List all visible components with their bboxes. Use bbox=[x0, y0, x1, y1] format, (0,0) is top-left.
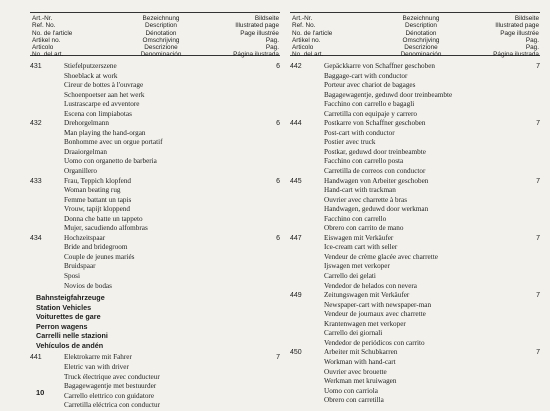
header-line: Artikel no. bbox=[32, 36, 61, 44]
illustrated-page-number: 7 bbox=[276, 354, 280, 362]
header-line: Artikel no. bbox=[292, 36, 321, 44]
article-number: 447 bbox=[290, 234, 302, 242]
article-number: 442 bbox=[290, 63, 302, 70]
description-line: Cireur de bottes à l'ouvrage bbox=[64, 81, 144, 90]
description-line: Bruidspaar bbox=[64, 262, 96, 271]
description-line: Workman with hand-cart bbox=[324, 357, 396, 366]
illustrated-page-number: 7 bbox=[536, 349, 540, 357]
illustrated-page-number: 7 bbox=[536, 63, 540, 70]
description-line: Woman beating rug bbox=[64, 186, 121, 195]
right-entries bbox=[290, 56, 540, 406]
description-line: Escena con limpiabotas bbox=[64, 109, 132, 118]
entry-descriptions bbox=[324, 291, 526, 348]
left-table-header bbox=[30, 12, 280, 59]
header-line: No. de l'article bbox=[292, 29, 333, 37]
description-line: Postier avec truck bbox=[324, 138, 376, 147]
description-line: Obrero con carretilla bbox=[324, 396, 384, 405]
catalog-entry bbox=[290, 62, 540, 119]
header-line: Descrizione bbox=[404, 44, 438, 52]
header-line: No. de l'article bbox=[32, 29, 73, 37]
header-line: Art.-Nr. bbox=[292, 15, 313, 22]
description-line: Elektrokarre mit Fahrer bbox=[64, 353, 132, 362]
header-line: Denominación bbox=[140, 51, 182, 59]
entry-descriptions bbox=[64, 177, 266, 234]
description-line: Vendeur de journaux avec charrette bbox=[324, 310, 426, 319]
description-line: Couple de jeunes mariés bbox=[64, 252, 135, 261]
header-line: Page illustrée bbox=[500, 29, 539, 37]
description-line: Eletric van with driver bbox=[64, 362, 129, 371]
description-line: Gepäckkarre von Schaffner geschoben bbox=[324, 62, 436, 70]
entry-descriptions bbox=[64, 119, 266, 176]
description-line: Carrello elettrico con guidatore bbox=[64, 391, 155, 400]
description-line: Uomo con organetto de barberia bbox=[64, 157, 157, 166]
description-line: Ijswagen met verkoper bbox=[324, 262, 390, 271]
catalog-entry bbox=[290, 119, 540, 176]
article-number: 444 bbox=[290, 120, 302, 128]
description-line: Vendedor de helados con nevera bbox=[324, 281, 417, 290]
description-line: Mujer, sacudiendo alfombras bbox=[64, 224, 148, 233]
description-line: Uomo con carriola bbox=[324, 386, 378, 395]
right-table-header bbox=[290, 12, 540, 59]
entry-descriptions bbox=[64, 234, 266, 291]
description-line: Postkarre von Schaffner geschoben bbox=[324, 119, 426, 128]
header-line: Description bbox=[405, 22, 437, 30]
header-line: No. del art. bbox=[292, 51, 324, 59]
header-line: Omschrijving bbox=[402, 36, 440, 44]
header-line: Bildseite bbox=[254, 15, 279, 22]
page-number: 10 bbox=[36, 388, 45, 397]
header-line: Descrizione bbox=[144, 44, 178, 52]
entry-descriptions bbox=[324, 234, 526, 291]
description-line: Stiefelputzerszene bbox=[64, 62, 117, 70]
description-line: Bride and bridegroom bbox=[64, 243, 128, 252]
article-number: 441 bbox=[30, 354, 42, 362]
description-line: Postkar, geduwd door treinbeambte bbox=[324, 147, 426, 156]
description-line: Bagagewagentje, geduwd door treinbeambte bbox=[324, 90, 453, 99]
description-line: Lustrascarpe ed avventore bbox=[64, 100, 140, 109]
entry-descriptions bbox=[64, 62, 266, 119]
description-line: Bagagewagentje met bestuurder bbox=[64, 382, 157, 391]
header-line: Description bbox=[145, 22, 177, 30]
description-line: Eiswagen mit Verkäufer bbox=[324, 233, 394, 242]
article-number: 431 bbox=[30, 63, 42, 70]
description-line: Facchino con carrello e bagagli bbox=[324, 100, 415, 109]
header-description bbox=[362, 15, 480, 59]
description-line: Carretilla de correos con conductor bbox=[324, 167, 426, 176]
description-line: Facchino con carrello posta bbox=[324, 157, 404, 166]
header-article-number bbox=[30, 15, 102, 59]
header-line: Illustrated page bbox=[235, 22, 279, 30]
description-line: Hand-cart with trackman bbox=[324, 186, 396, 195]
header-line: Denominación bbox=[400, 51, 442, 59]
description-line: Arbeiter mit Schubkarren bbox=[324, 348, 398, 357]
catalog-entry bbox=[30, 234, 280, 291]
description-line: Donna che batte un tappeto bbox=[64, 214, 143, 223]
two-column-layout bbox=[30, 12, 540, 411]
header-illustrated-page bbox=[220, 15, 280, 59]
description-line: Shoeblack at work bbox=[64, 71, 118, 80]
header-line: Omschrijving bbox=[142, 36, 180, 44]
header-line: No. del art. bbox=[32, 51, 64, 59]
header-line: Dénotation bbox=[405, 29, 437, 37]
catalog-entry bbox=[30, 177, 280, 234]
catalog-entry bbox=[290, 234, 540, 291]
section-heading-line: Carrelli nelle stazioni bbox=[36, 331, 108, 341]
description-line: Porteur avec chariot de bagages bbox=[324, 81, 416, 90]
header-line: Página ilustrada bbox=[233, 51, 279, 59]
article-number: 445 bbox=[290, 177, 302, 185]
section-heading-line: Voiturettes de gare bbox=[36, 312, 101, 322]
illustrated-page-number: 7 bbox=[536, 120, 540, 128]
description-line: Novios de bodas bbox=[64, 281, 112, 290]
description-line: Handwagen von Arbeiter geschoben bbox=[324, 176, 429, 185]
catalog-entry bbox=[290, 348, 540, 405]
description-line: Carrello dei giornali bbox=[324, 329, 383, 338]
description-line: Carretilla eléctrica con conductur bbox=[64, 401, 160, 410]
header-line: Illustrated page bbox=[495, 22, 539, 30]
entry-descriptions bbox=[324, 348, 526, 405]
header-line: Pag. bbox=[525, 44, 539, 52]
header-line: Bezeichnung bbox=[142, 15, 180, 22]
article-number: 450 bbox=[290, 349, 302, 357]
right-column bbox=[290, 12, 540, 411]
description-line: Werkman met kruiwagen bbox=[324, 377, 397, 386]
article-number: 434 bbox=[30, 234, 42, 242]
article-number: 432 bbox=[30, 120, 42, 128]
description-line: Post-cart with conductor bbox=[324, 128, 395, 137]
description-line: Drehorgelmann bbox=[64, 119, 109, 128]
description-line: Hochzeitspaar bbox=[64, 233, 106, 242]
header-illustrated-page bbox=[480, 15, 540, 59]
description-line: Krantenwagen met verkoper bbox=[324, 319, 406, 328]
description-line: Vendedor de periódicos con carrito bbox=[324, 338, 425, 347]
entry-descriptions bbox=[64, 353, 266, 410]
description-line: Carrello dei gelati bbox=[324, 272, 376, 281]
header-line: Pag. bbox=[265, 44, 279, 52]
description-line: Handwagen, geduwd door werkman bbox=[324, 205, 429, 214]
article-number: 433 bbox=[30, 177, 42, 185]
description-line: Vendeur de crème glacée avec charrette bbox=[324, 252, 438, 261]
description-line: Newspaper-cart with newspaper-man bbox=[324, 300, 432, 309]
description-line: Ouvrier avec brouette bbox=[324, 367, 387, 376]
description-line: Femme battant un tapis bbox=[64, 195, 132, 204]
description-line: Ouvrier avec charrette à bras bbox=[324, 195, 408, 204]
header-description bbox=[102, 15, 220, 59]
description-line: Facchino con carrello bbox=[324, 214, 387, 223]
header-line: Bildseite bbox=[514, 15, 539, 22]
description-line: Schoenpoetser aan het werk bbox=[64, 90, 145, 99]
illustrated-page-number: 7 bbox=[536, 177, 540, 185]
description-line: Man playing the hand-organ bbox=[64, 128, 146, 137]
header-line: Articolo bbox=[292, 44, 314, 52]
section-heading-line: Station Vehicles bbox=[36, 302, 92, 312]
header-article-number bbox=[290, 15, 362, 59]
description-line: Organillero bbox=[64, 167, 97, 176]
section-heading-station-vehicles bbox=[36, 293, 280, 350]
description-line: Obrero con carrito de mano bbox=[324, 224, 404, 233]
entry-descriptions bbox=[324, 62, 526, 119]
description-line: Draaiorgelman bbox=[64, 147, 107, 156]
description-line: Ice-cream cart with seller bbox=[324, 243, 398, 252]
description-line: Carretilla con equipaje y carrero bbox=[324, 109, 417, 118]
illustrated-page-number: 7 bbox=[536, 292, 540, 300]
section-heading-line: Perron wagens bbox=[36, 321, 88, 331]
header-line: Ref. No. bbox=[32, 22, 56, 30]
description-line: Bonhomme avec un orgue portatif bbox=[64, 138, 163, 147]
catalog-page bbox=[30, 12, 540, 411]
illustrated-page-number: 7 bbox=[536, 234, 540, 242]
catalog-entry bbox=[30, 353, 280, 410]
header-line: Dénotation bbox=[145, 29, 177, 37]
entry-descriptions bbox=[324, 119, 526, 176]
description-line: Sposi bbox=[64, 272, 80, 281]
description-line: Frau, Teppich klopfend bbox=[64, 176, 132, 185]
header-line: Página ilustrada bbox=[493, 51, 539, 59]
illustrated-page-number: 6 bbox=[276, 120, 280, 128]
catalog-entry bbox=[290, 177, 540, 234]
section-heading-line: Vehículos de andén bbox=[36, 340, 104, 350]
header-line: Art.-Nr. bbox=[32, 15, 53, 22]
description-line: Zeitungswagen mit Verkäufer bbox=[324, 291, 410, 300]
illustrated-page-number: 6 bbox=[276, 234, 280, 242]
header-line: Page illustrée bbox=[240, 29, 279, 37]
description-line: Vrouw, tapijt kloppend bbox=[64, 205, 130, 214]
header-line: Pag. bbox=[265, 36, 279, 44]
header-line: Pag. bbox=[525, 36, 539, 44]
header-line: Ref. No. bbox=[292, 22, 316, 30]
illustrated-page-number: 6 bbox=[276, 177, 280, 185]
catalog-entry bbox=[30, 119, 280, 176]
section-heading-line: Bahnsteigfahrzeuge bbox=[36, 293, 105, 303]
catalog-entry bbox=[290, 291, 540, 348]
catalog-entry bbox=[30, 62, 280, 119]
left-column bbox=[30, 12, 280, 411]
article-number: 449 bbox=[290, 292, 302, 300]
header-line: Bezeichnung bbox=[402, 15, 440, 22]
entry-descriptions bbox=[324, 177, 526, 234]
description-line: Baggage-cart with conductor bbox=[324, 71, 408, 80]
description-line: Truck électrique avec conducteur bbox=[64, 372, 160, 381]
illustrated-page-number: 6 bbox=[276, 63, 280, 70]
header-line: Articolo bbox=[32, 44, 54, 52]
left-entries bbox=[30, 56, 280, 411]
